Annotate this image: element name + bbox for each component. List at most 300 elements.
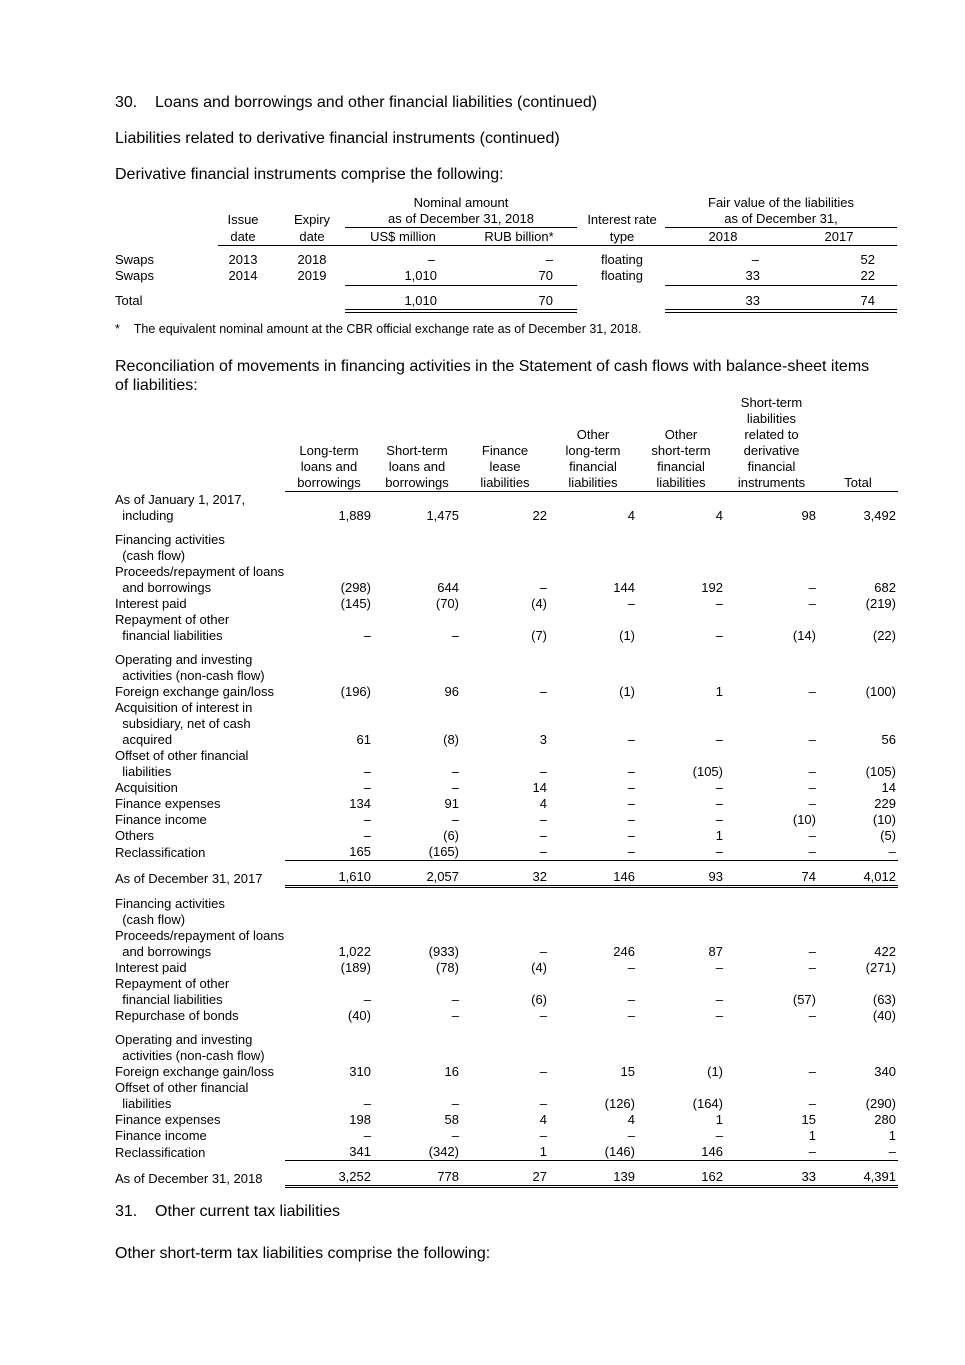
- cell-col-6: (10): [792, 812, 816, 827]
- cell-col-3: [461, 532, 549, 548]
- cell-col-2: (8): [443, 732, 459, 747]
- spacer-row: [115, 1024, 898, 1032]
- cell-col-4: 146: [549, 869, 637, 887]
- cell-col-7: (22): [872, 628, 896, 643]
- cell-col-4: 4: [627, 1112, 635, 1127]
- cell-col-5: 192: [701, 580, 723, 595]
- row-label: including: [115, 508, 174, 523]
- cell-col-3: (6): [531, 992, 547, 1007]
- cell-col-1: 1,889: [338, 508, 371, 523]
- cell-col-4: –: [627, 1008, 635, 1023]
- cell-col-6: –: [808, 580, 816, 595]
- table-row: [115, 628, 898, 644]
- swap-row-2-rub: 70: [538, 268, 553, 283]
- cell-col-7: (290): [865, 1096, 896, 1111]
- table-row: [115, 828, 898, 844]
- cell-col-6: [725, 612, 818, 628]
- table-row: [115, 700, 898, 716]
- cell-col-2: (933): [428, 944, 459, 959]
- cell-col-7: [818, 896, 898, 912]
- issue-header-1: Issue: [227, 212, 259, 227]
- row-label: subsidiary, net of cash: [115, 716, 251, 731]
- cell-col-5: (105): [692, 764, 723, 779]
- section-30-title: 30. Loans and borrowings and other financial liabilities (continued): [115, 94, 598, 111]
- cell-col-5: –: [715, 732, 723, 747]
- cell-col-5: 146: [637, 1144, 725, 1161]
- cell-col-6: –: [808, 796, 816, 811]
- cell-col-4: –: [627, 828, 635, 843]
- row-label: Offset of other financial: [115, 1080, 249, 1095]
- cell-col-5: [637, 700, 725, 716]
- cell-col-7: 56: [881, 732, 896, 747]
- table-row: [115, 796, 898, 812]
- cell-col-4: [549, 652, 637, 668]
- cell-col-5: 4: [715, 508, 723, 523]
- cell-col-1: [285, 612, 373, 628]
- column-header-3-line-1: Finance: [481, 443, 529, 458]
- cell-col-3: [461, 912, 549, 928]
- swap-row-1-rate: floating: [601, 252, 643, 267]
- cell-col-4: [549, 748, 637, 764]
- table-row: [115, 564, 898, 580]
- cell-col-4: (1): [619, 684, 635, 699]
- column-header-5-line-1: Other: [664, 427, 698, 442]
- cell-col-6: (14): [792, 628, 816, 643]
- cell-col-7: [818, 912, 898, 928]
- cell-col-5: 162: [637, 1169, 725, 1187]
- cell-col-4: (126): [604, 1096, 635, 1111]
- cell-col-4: –: [627, 732, 635, 747]
- section-30-subtitle: Liabilities related to derivative financial instruments (continued): [115, 130, 560, 147]
- cell-col-2: [373, 1080, 461, 1096]
- row-label: and borrowings: [115, 944, 212, 959]
- cell-col-5: –: [715, 1008, 723, 1023]
- cell-col-7: 4,012: [818, 869, 898, 887]
- cell-col-7: 280: [874, 1112, 896, 1127]
- cell-col-1: [285, 700, 373, 716]
- row-label: and borrowings: [115, 580, 212, 595]
- cell-col-4: [549, 548, 637, 564]
- row-label: Foreign exchange gain/loss: [115, 1064, 274, 1079]
- cell-col-3: [461, 668, 549, 684]
- table-row: [115, 580, 898, 596]
- cell-col-1: 61: [356, 732, 371, 747]
- column-header-6-line-1: Short-term: [740, 395, 803, 410]
- cell-col-2: [373, 748, 461, 764]
- cell-col-3: –: [539, 828, 547, 843]
- row-label: financial liabilities: [115, 992, 223, 1007]
- cell-col-4: [549, 564, 637, 580]
- cell-col-6: [725, 1080, 818, 1096]
- cell-col-5: 1: [715, 1112, 723, 1127]
- cell-col-2: [373, 612, 461, 628]
- column-header-2-line-2: loans and: [388, 459, 446, 474]
- cell-col-7: 229: [874, 796, 896, 811]
- column-header-5-line-3: financial: [657, 459, 705, 474]
- cell-col-2: 16: [444, 1064, 459, 1079]
- cell-col-4: (1): [619, 628, 635, 643]
- cell-col-3: [461, 612, 549, 628]
- cell-col-3: [461, 928, 549, 944]
- cell-col-6: [725, 928, 818, 944]
- cell-col-3: –: [539, 944, 547, 959]
- nominal-header-2: as of December 31, 2018: [388, 211, 534, 226]
- cell-col-1: [285, 1080, 373, 1096]
- cell-col-3: –: [539, 1008, 547, 1023]
- cell-col-6: [725, 700, 818, 716]
- cell-col-2: 91: [444, 796, 459, 811]
- row-label: As of December 31, 2017: [115, 870, 263, 886]
- column-header-6: [725, 395, 818, 492]
- cell-col-5: 93: [637, 869, 725, 887]
- row-label: Offset of other financial: [115, 748, 249, 763]
- column-header-2-line-1: Short-term: [386, 443, 448, 458]
- cell-col-1: [285, 716, 373, 732]
- cell-col-7: 340: [874, 1064, 896, 1079]
- table-row: [115, 508, 898, 524]
- reconciliation-title-2: of liabilities:: [115, 377, 198, 394]
- row-label: Foreign exchange gain/loss: [115, 684, 274, 699]
- cell-col-1: [285, 668, 373, 684]
- column-header-5-line-2: short-term: [651, 443, 711, 458]
- cell-col-3: –: [461, 844, 549, 861]
- cell-col-1: [285, 928, 373, 944]
- cell-col-4: –: [627, 992, 635, 1007]
- cell-col-1: –: [363, 628, 371, 643]
- swap-row-1-fv2017: 52: [860, 252, 875, 267]
- cell-col-5: [637, 716, 725, 732]
- row-label: Interest paid: [115, 960, 187, 975]
- derivatives-footnote: * The equivalent nominal amount at the CBR official exchange rate as of December 31, 2018.: [115, 322, 642, 336]
- table-row: [115, 1144, 898, 1161]
- cell-col-4: [549, 1032, 637, 1048]
- cell-col-1: [285, 532, 373, 548]
- cell-col-1: [285, 976, 373, 992]
- row-label: Reclassification: [115, 1144, 206, 1160]
- derivatives-intro: Derivative financial instruments comprise the following:: [115, 166, 504, 183]
- cell-col-1: [285, 652, 373, 668]
- cell-col-2: [373, 716, 461, 732]
- cell-col-2: –: [451, 764, 459, 779]
- cell-col-7: (40): [872, 1008, 896, 1023]
- swap-row-2-usd: 1,010: [404, 268, 437, 283]
- cell-col-3: [461, 700, 549, 716]
- column-header-4-line-1: Other: [576, 427, 610, 442]
- cell-col-1: 1,610: [285, 869, 373, 887]
- table-row: [115, 716, 898, 732]
- table-row: [115, 1048, 898, 1064]
- swap-row-2-expiry: 2019: [297, 268, 327, 283]
- reconciliation-table: [115, 395, 898, 1188]
- fair-value-header-1: Fair value of the liabilities: [708, 195, 854, 210]
- row-label: acquired: [115, 732, 173, 747]
- cell-col-4: [549, 928, 637, 944]
- row-label: Others: [115, 828, 155, 843]
- cell-col-7: (271): [865, 960, 896, 975]
- column-header-1-line-1: Long-term: [299, 443, 359, 458]
- column-header-4-line-4: liabilities: [568, 475, 618, 490]
- column-header-6-line-5: financial: [747, 459, 796, 474]
- cell-col-5: 87: [708, 944, 723, 959]
- cell-col-1: [285, 748, 373, 764]
- cell-col-6: 15: [801, 1112, 816, 1127]
- column-header-4-line-2: long-term: [565, 443, 621, 458]
- cell-col-7: [818, 612, 898, 628]
- cell-col-1: [285, 564, 373, 580]
- cell-col-2: 644: [437, 580, 459, 595]
- cell-col-6: –: [725, 1144, 818, 1161]
- cell-col-1: 3,252: [285, 1169, 373, 1187]
- cell-col-7: [818, 492, 898, 509]
- cell-col-3: 22: [532, 508, 547, 523]
- cell-col-5: [637, 612, 725, 628]
- cell-col-3: (7): [531, 628, 547, 643]
- cell-col-7: 4,391: [818, 1169, 898, 1187]
- cell-col-3: –: [539, 1128, 547, 1143]
- table-row: [115, 668, 898, 684]
- cell-col-4: [549, 896, 637, 912]
- derivatives-total-fv2018: 33: [745, 293, 760, 308]
- cell-col-6: [725, 652, 818, 668]
- rate-header-1: Interest rate: [587, 212, 657, 227]
- column-header-2: [373, 395, 461, 492]
- row-label: liabilities: [115, 764, 172, 779]
- cell-col-3: [461, 1032, 549, 1048]
- cell-col-3: 32: [461, 869, 549, 887]
- cell-col-7: (63): [872, 992, 896, 1007]
- cell-col-2: [373, 668, 461, 684]
- cell-col-2: –: [451, 1128, 459, 1143]
- row-label: activities (non-cash flow): [115, 668, 265, 683]
- table-row: [115, 1008, 898, 1024]
- cell-col-1: (40): [347, 1008, 371, 1023]
- table-row: [115, 532, 898, 548]
- cell-col-7: [818, 928, 898, 944]
- cell-col-6: –: [808, 684, 816, 699]
- cell-col-4: [549, 912, 637, 928]
- cell-col-3: [461, 1048, 549, 1064]
- cell-col-5: 1: [715, 684, 723, 699]
- row-label: Proceeds/repayment of loans: [115, 928, 285, 943]
- table-row: [115, 912, 898, 928]
- cell-col-4: –: [627, 764, 635, 779]
- cell-col-6: [725, 492, 818, 509]
- table-row: [115, 896, 898, 912]
- cell-col-4: [549, 492, 637, 509]
- cell-col-5: [637, 564, 725, 580]
- year-2017-header: 2017: [824, 229, 854, 244]
- cell-col-3: [461, 716, 549, 732]
- cell-col-1: –: [363, 828, 371, 843]
- cell-col-2: [373, 896, 461, 912]
- expiry-header-1: Expiry: [293, 212, 331, 227]
- cell-col-1: (196): [340, 684, 371, 699]
- row-label: (cash flow): [115, 548, 186, 563]
- cell-col-7: [818, 548, 898, 564]
- row-label: Operating and investing: [115, 652, 253, 667]
- cell-col-5: 1: [715, 828, 723, 843]
- derivatives-total-label: Total: [115, 293, 143, 308]
- cell-col-2: [373, 976, 461, 992]
- cell-col-1: 1,022: [338, 944, 371, 959]
- cell-col-4: 4: [627, 508, 635, 523]
- cell-col-2: [373, 1032, 461, 1048]
- cell-col-2: [373, 928, 461, 944]
- cell-col-4: [549, 1080, 637, 1096]
- cell-col-5: –: [715, 992, 723, 1007]
- swap-row-1-expiry: 2018: [297, 252, 327, 267]
- column-header-5-line-4: liabilities: [656, 475, 706, 490]
- cell-col-6: –: [808, 1064, 816, 1079]
- cell-col-1: –: [363, 992, 371, 1007]
- derivatives-total-fv2017: 74: [860, 293, 875, 308]
- cell-col-5: –: [715, 1128, 723, 1143]
- table-row: [115, 764, 898, 780]
- derivatives-total-usd: 1,010: [404, 293, 437, 308]
- table-row: [115, 780, 898, 796]
- row-label: Repurchase of bonds: [115, 1008, 239, 1023]
- fair-value-header-2: as of December 31,: [724, 211, 838, 226]
- cell-col-7: –: [818, 844, 898, 861]
- cell-col-5: [637, 1048, 725, 1064]
- cell-col-2: –: [451, 628, 459, 643]
- table-row: [115, 612, 898, 628]
- table-row: [115, 1064, 898, 1080]
- cell-col-6: [725, 976, 818, 992]
- cell-col-6: –: [808, 960, 816, 975]
- column-header-6-line-6: instruments: [737, 475, 806, 490]
- cell-col-1: 310: [349, 1064, 371, 1079]
- cell-col-3: –: [539, 684, 547, 699]
- cell-col-1: (298): [340, 580, 371, 595]
- swap-row-1-label: Swaps: [115, 252, 155, 267]
- rate-header-2: type: [609, 229, 635, 244]
- cell-col-6: –: [808, 732, 816, 747]
- table-row: [115, 944, 898, 960]
- cell-col-2: –: [451, 1008, 459, 1023]
- cell-col-2: 1,475: [426, 508, 459, 523]
- cell-col-7: (5): [880, 828, 896, 843]
- cell-col-2: [373, 492, 461, 509]
- row-label: Interest paid: [115, 596, 187, 611]
- cell-col-6: –: [808, 1008, 816, 1023]
- cell-col-7: –: [818, 1144, 898, 1161]
- row-label: Finance income: [115, 812, 207, 827]
- cell-col-7: (100): [865, 684, 896, 699]
- cell-col-6: –: [808, 596, 816, 611]
- row-label: As of January 1, 2017,: [115, 492, 246, 507]
- cell-col-7: [818, 532, 898, 548]
- table-row: [115, 1128, 898, 1144]
- cell-col-7: 3,492: [863, 508, 896, 523]
- row-label: Repayment of other: [115, 976, 230, 991]
- table-row: [115, 596, 898, 612]
- row-label: Acquisition of interest in: [115, 700, 253, 715]
- cell-col-3: 3: [539, 732, 547, 747]
- column-header-3: [461, 395, 549, 492]
- cell-col-3: 27: [461, 1169, 549, 1187]
- column-header-3-line-3: liabilities: [480, 475, 530, 490]
- cell-col-4: [549, 700, 637, 716]
- cell-col-3: (4): [531, 960, 547, 975]
- row-label: Finance expenses: [115, 796, 221, 811]
- cell-col-7: [818, 1032, 898, 1048]
- cell-col-2: (78): [435, 960, 459, 975]
- cell-col-5: –: [715, 796, 723, 811]
- swap-row-2-rate: floating: [601, 268, 643, 283]
- table-row: [115, 684, 898, 700]
- cell-col-5: [637, 492, 725, 509]
- cell-col-4: –: [627, 796, 635, 811]
- cell-col-5: [637, 668, 725, 684]
- table-row: [115, 548, 898, 564]
- cell-col-3: –: [539, 1064, 547, 1079]
- cell-col-4: [549, 1048, 637, 1064]
- cell-col-6: –: [808, 828, 816, 843]
- swap-row-1-fv2018: –: [751, 252, 759, 267]
- table-row: [115, 1080, 898, 1096]
- cell-col-4: –: [627, 1128, 635, 1143]
- row-label: Reclassification: [115, 844, 206, 860]
- row-label: As of December 31, 2018: [115, 1170, 263, 1186]
- table-row: [115, 844, 898, 861]
- column-header-4: [549, 395, 637, 492]
- cell-col-7: [818, 976, 898, 992]
- spacer-row: [115, 887, 898, 897]
- table-row: [115, 492, 898, 509]
- row-label: activities (non-cash flow): [115, 1048, 265, 1063]
- cell-col-5: [637, 1032, 725, 1048]
- column-header-3-line-2: lease: [489, 459, 521, 474]
- column-header-5: [637, 395, 725, 492]
- usd-header: US$ million: [370, 229, 436, 244]
- cell-col-2: (70): [435, 596, 459, 611]
- cell-col-4: 139: [549, 1169, 637, 1187]
- cell-col-2: –: [451, 780, 459, 795]
- column-header-4-line-3: financial: [569, 459, 617, 474]
- spacer-row: [115, 524, 898, 532]
- cell-col-1: –: [363, 812, 371, 827]
- swap-row-1-rub: –: [545, 252, 553, 267]
- row-label: Financing activities: [115, 532, 225, 547]
- cell-col-2: [373, 564, 461, 580]
- row-label: Financing activities: [115, 896, 225, 911]
- cell-col-3: (4): [531, 596, 547, 611]
- reconciliation-title-1: Reconciliation of movements in financing activities in the Statement of cash flows with balance-sheet items: [115, 358, 870, 375]
- spacer-row: [115, 861, 898, 870]
- table-row: [115, 1096, 898, 1112]
- cell-col-5: –: [715, 960, 723, 975]
- row-label: Finance income: [115, 1128, 207, 1143]
- row-label: Finance expenses: [115, 1112, 221, 1127]
- cell-col-5: –: [637, 844, 725, 861]
- swap-row-2-issue: 2014: [228, 268, 258, 283]
- cell-col-3: [461, 1080, 549, 1096]
- cell-col-5: –: [715, 628, 723, 643]
- cell-col-1: –: [363, 1128, 371, 1143]
- cell-col-4: –: [549, 844, 637, 861]
- cell-col-5: [637, 1080, 725, 1096]
- cell-col-2: 2,057: [373, 869, 461, 887]
- swap-row-1-usd: –: [427, 252, 435, 267]
- derivatives-total-rub: 70: [538, 293, 553, 308]
- cell-col-6: –: [725, 844, 818, 861]
- cell-col-1: [285, 1048, 373, 1064]
- cell-col-7: (10): [872, 812, 896, 827]
- cell-col-3: [461, 492, 549, 509]
- cell-col-5: [637, 928, 725, 944]
- cell-col-1: 198: [349, 1112, 371, 1127]
